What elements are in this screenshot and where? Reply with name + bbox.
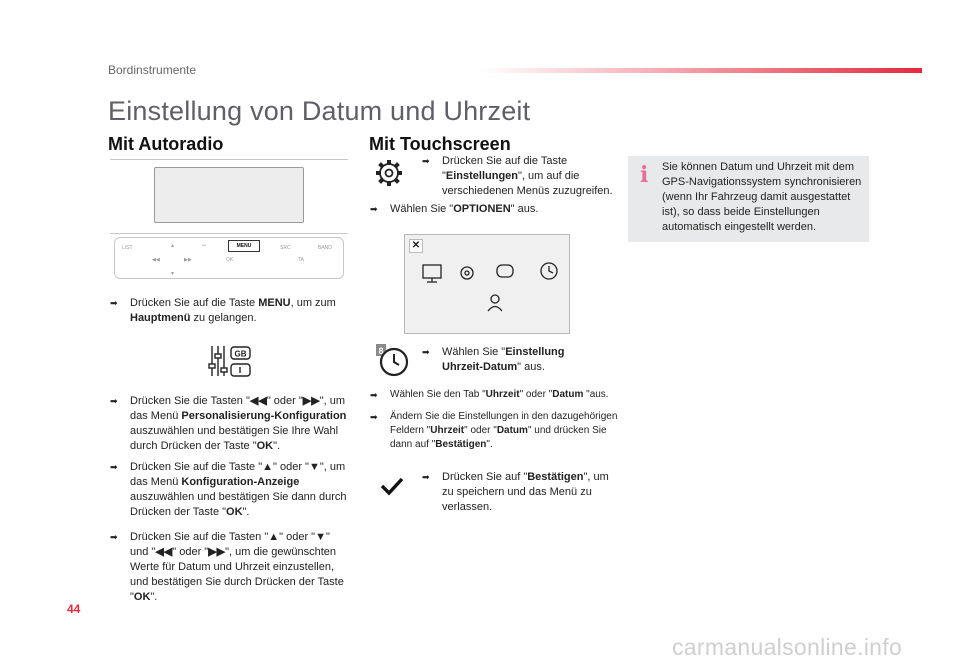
bullet-arrow: ➡	[422, 347, 430, 357]
radio-panel-illustration	[110, 157, 348, 282]
radio-divider	[110, 159, 348, 160]
settings-gear-icon	[374, 158, 404, 193]
bullet-arrow: ➡	[110, 396, 118, 406]
section-label: Bordinstrumente	[108, 63, 197, 77]
radio-key-down: ▼	[170, 271, 175, 277]
radio-divider	[110, 233, 348, 234]
bullet-arrow: ➡	[110, 532, 118, 542]
info-icon: i	[640, 162, 649, 188]
radio-key-prev: ◀◀	[152, 257, 160, 263]
screen-badge: 8	[378, 346, 384, 356]
radio-key-ok: OK	[226, 257, 234, 263]
personalisation-config-icon	[208, 344, 252, 383]
section-title-touchscreen: Mit Touchscreen	[369, 134, 511, 154]
checkmark-icon	[380, 476, 404, 501]
info-box	[628, 156, 869, 242]
gb-label: GB	[234, 349, 247, 359]
step-left-4: ➡ Drücken Sie auf die Tasten "▲" oder "▼" und "◀◀" oder "▶▶", um die gewünschten Werte für Datum und Uhrzeit einzustellen, und bestätigen Sie durch Drücken der Taste "OK".	[110, 531, 344, 603]
bullet-arrow: ➡	[422, 156, 430, 166]
radio-display	[154, 167, 304, 223]
radio-key-ta: TA	[298, 257, 305, 263]
bullet-arrow: ➡	[370, 412, 378, 422]
radio-key-src: SRC	[280, 245, 291, 251]
bullet-arrow: ➡	[422, 472, 430, 482]
bullet-arrow: ➡	[110, 298, 118, 308]
close-icon[interactable]: ✕	[409, 239, 423, 253]
step-right-5: ➡ Ändern Sie die Einstellungen in den dazugehörigen Feldern "Uhrzeit" oder "Datum" und drücken Sie dann auf "Bestätigen".	[370, 411, 618, 450]
page-title: Einstellung von Datum und Uhrzeit	[108, 96, 531, 126]
page-number: 44	[67, 602, 81, 616]
step-right-2: ➡ Wählen Sie "OPTIONEN" aus.	[370, 203, 539, 215]
info-text: Sie können Datum und Uhrzeit mit dem GPS-Navigationssystem synchronisieren (wenn Ihr Fahrzeug damit ausgestattet ist), so dass beide Einstellungen automatisch eingestellt werden.	[662, 161, 862, 233]
radio-key-list: LIST	[122, 245, 133, 251]
step-left-1: ➡ Drücken Sie auf die Taste MENU, um zum Hauptmenü zu gelangen.	[110, 297, 336, 324]
section-title-autoradio: Mit Autoradio	[108, 134, 224, 154]
bullet-arrow: ➡	[370, 204, 378, 214]
step-right-3: ➡ Wählen Sie "Einstellung Uhrzeit-Datum" aus.	[422, 346, 565, 373]
bullet-arrow: ➡	[370, 390, 378, 400]
bullet-arrow: ➡	[110, 462, 118, 472]
header-accent-bar	[480, 68, 922, 73]
radio-key-band: BAND	[318, 245, 332, 251]
step-left-2: ➡ Drücken Sie die Tasten "◀◀" oder "▶▶", um das Menü Personalisierung-Konfiguration auszuwählen und bestätigen Sie Ihre Wahl durch Drücken der Taste "OK".	[110, 395, 347, 452]
clock-date-icon	[374, 342, 410, 383]
radio-key-next: ▶▶	[184, 257, 192, 263]
watermark: carmanualsonline.info	[672, 634, 903, 660]
step-left-3: ➡ Drücken Sie auf die Taste "▲" oder "▼", um das Menü Konfiguration-Anzeige auszuwählen und bestätigen Sie dann durch Drücken der Taste "OK".	[110, 461, 347, 518]
step-right-6: ➡ Drücken Sie auf "Bestätigen", um zu speichern und das Menü zu verlassen.	[422, 471, 609, 513]
radio-key-menu: MENU	[228, 240, 260, 252]
step-right-4: ➡ Wählen Sie den Tab "Uhrzeit" oder "Datum "aus.	[370, 389, 609, 400]
touchscreen-options-panel	[404, 234, 570, 334]
radio-key-back: ↩	[202, 243, 207, 249]
step-right-1: ➡ Drücken Sie auf die Taste "Einstellungen", um auf die verschiedenen Menüs zuzugreifen.	[422, 155, 613, 197]
radio-key-up: ▲	[170, 243, 175, 249]
